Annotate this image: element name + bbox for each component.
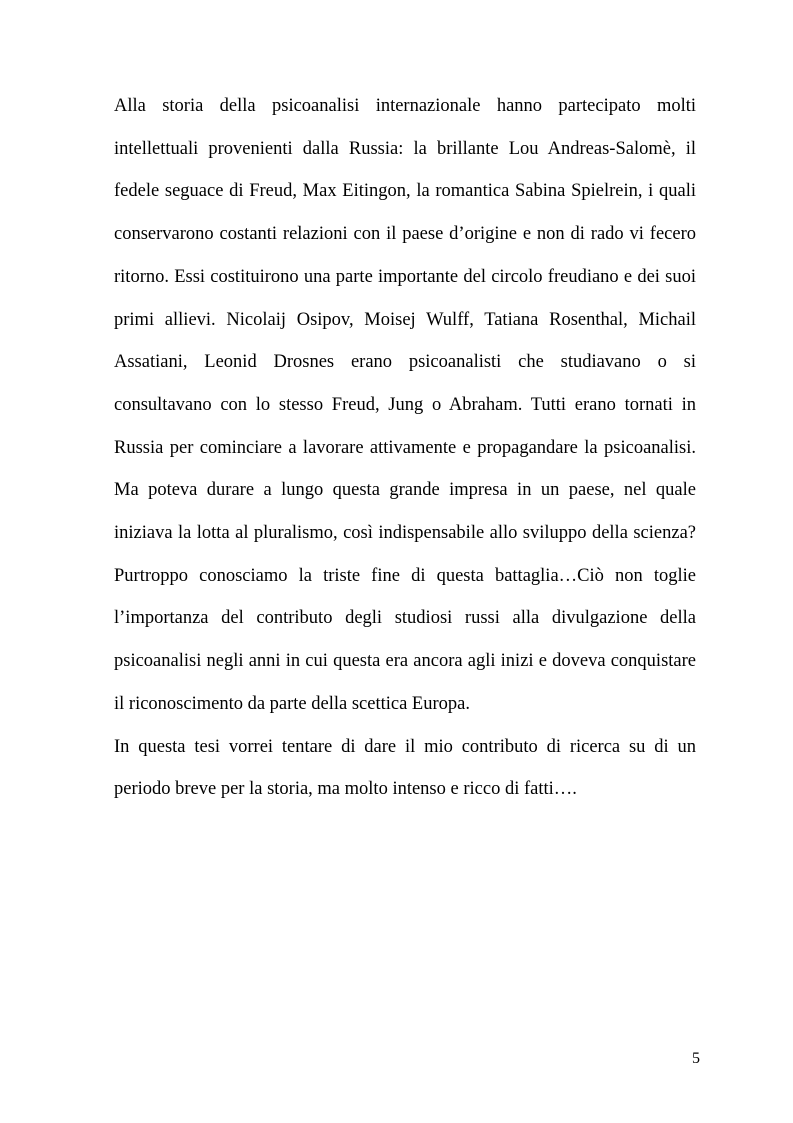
paragraph-intro: Alla storia della psicoanalisi internazionale hanno partecipato molti intellettuali provenienti dalla Russia: la brillante Lou Andreas-Salomè, il fedele seguace di Freud, Max Eitingon, la romantica Sabina Spielrein, i quali conservarono costanti relazioni con il paese d’origine e non di rado vi fecero ritorno. Essi costituirono una parte importante del circolo freudiano e dei suoi primi allievi. Nicolaij Osipov, Moisej Wulff, Tatiana Rosenthal, Michail Assatiani, Leonid Drosnes erano psicoanalisti che studiavano o si consultavano con lo stesso Freud, Jung o Abraham. Tutti erano tornati in Russia per cominciare a lavorare attivamente e propagandare la psicoanalisi. Ma poteva durare a lungo questa grande impresa in un paese, nel quale iniziava la lotta al pluralismo, così indispensabile allo sviluppo della scienza? Purtroppo conosciamo la triste fine di questa battaglia…Ciò non toglie l’importanza del contributo degli studiosi russi alla divulgazione della psicoanalisi negli anni in cui questa era ancora agli inizi e doveva conquistare il riconoscimento da parte della scettica Europa. <box>114 96 696 714</box>
page-number: 5 <box>692 1050 700 1067</box>
paragraph-thesis: In questa tesi vorrei tentare di dare il mio contributo di ricerca su di un periodo breve per la storia, ma molto intenso e ricco di fatti…. <box>114 736 696 800</box>
body-text <box>114 85 696 811</box>
